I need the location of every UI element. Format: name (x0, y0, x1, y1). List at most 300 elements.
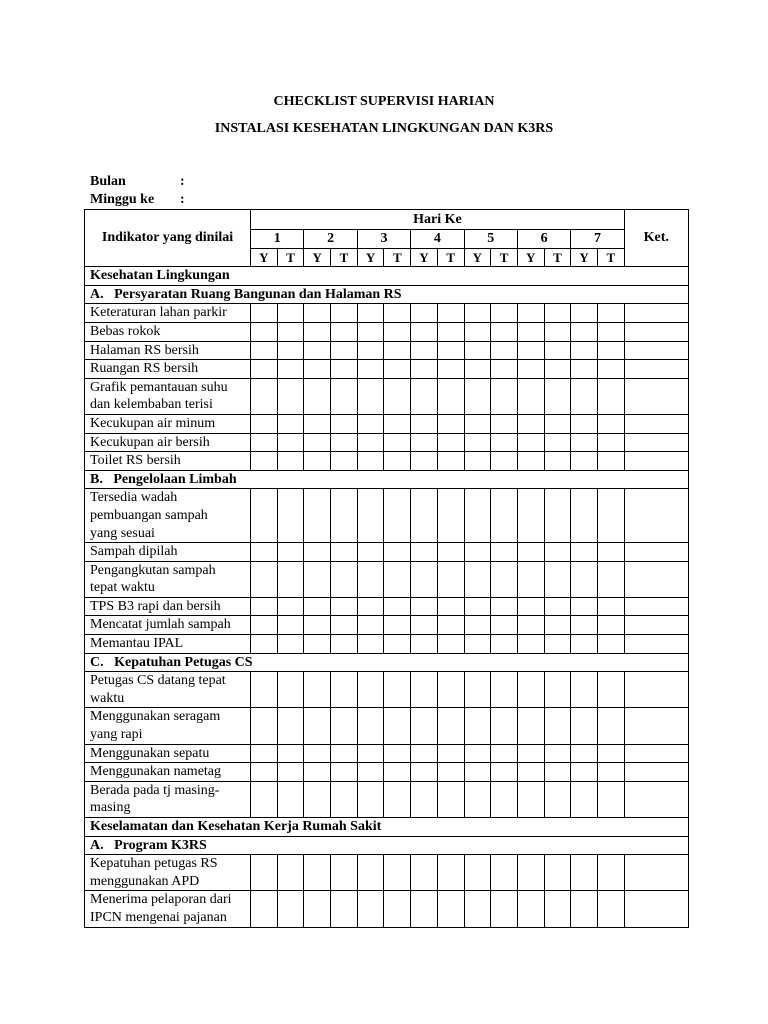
check-cell[interactable] (491, 433, 518, 452)
check-cell[interactable] (437, 452, 464, 471)
check-cell[interactable] (571, 304, 598, 323)
check-cell[interactable] (331, 561, 358, 597)
ket-cell[interactable] (624, 360, 688, 379)
check-cell[interactable] (464, 708, 491, 744)
check-cell[interactable] (597, 341, 624, 360)
check-cell[interactable] (464, 414, 491, 433)
check-cell[interactable] (517, 452, 544, 471)
check-cell[interactable] (251, 781, 278, 817)
check-cell[interactable] (384, 855, 411, 891)
check-cell[interactable] (517, 304, 544, 323)
check-cell[interactable] (464, 561, 491, 597)
check-cell[interactable] (597, 855, 624, 891)
check-cell[interactable] (597, 360, 624, 379)
check-cell[interactable] (464, 855, 491, 891)
check-cell[interactable] (331, 543, 358, 562)
check-cell[interactable] (464, 433, 491, 452)
check-cell[interactable] (544, 341, 571, 360)
check-cell[interactable] (544, 763, 571, 782)
check-cell[interactable] (277, 672, 304, 708)
check-cell[interactable] (544, 489, 571, 543)
check-cell[interactable] (277, 561, 304, 597)
ket-cell[interactable] (624, 378, 688, 414)
check-cell[interactable] (384, 452, 411, 471)
check-cell[interactable] (331, 360, 358, 379)
check-cell[interactable] (331, 855, 358, 891)
check-cell[interactable] (304, 341, 331, 360)
check-cell[interactable] (544, 543, 571, 562)
check-cell[interactable] (491, 708, 518, 744)
check-cell[interactable] (384, 781, 411, 817)
check-cell[interactable] (437, 304, 464, 323)
check-cell[interactable] (304, 360, 331, 379)
check-cell[interactable] (464, 322, 491, 341)
check-cell[interactable] (491, 891, 518, 927)
check-cell[interactable] (411, 543, 438, 562)
check-cell[interactable] (304, 489, 331, 543)
check-cell[interactable] (517, 378, 544, 414)
check-cell[interactable] (411, 781, 438, 817)
check-cell[interactable] (411, 708, 438, 744)
check-cell[interactable] (464, 597, 491, 616)
check-cell[interactable] (277, 378, 304, 414)
check-cell[interactable] (464, 452, 491, 471)
check-cell[interactable] (437, 635, 464, 654)
ket-cell[interactable] (624, 489, 688, 543)
check-cell[interactable] (331, 781, 358, 817)
check-cell[interactable] (411, 489, 438, 543)
check-cell[interactable] (491, 304, 518, 323)
check-cell[interactable] (277, 341, 304, 360)
check-cell[interactable] (331, 452, 358, 471)
check-cell[interactable] (491, 781, 518, 817)
check-cell[interactable] (491, 414, 518, 433)
ket-cell[interactable] (624, 763, 688, 782)
check-cell[interactable] (331, 322, 358, 341)
check-cell[interactable] (357, 489, 384, 543)
check-cell[interactable] (437, 763, 464, 782)
check-cell[interactable] (464, 543, 491, 562)
check-cell[interactable] (384, 616, 411, 635)
check-cell[interactable] (277, 433, 304, 452)
check-cell[interactable] (251, 543, 278, 562)
check-cell[interactable] (517, 489, 544, 543)
check-cell[interactable] (411, 304, 438, 323)
check-cell[interactable] (331, 433, 358, 452)
check-cell[interactable] (277, 304, 304, 323)
check-cell[interactable] (544, 708, 571, 744)
check-cell[interactable] (437, 489, 464, 543)
ket-cell[interactable] (624, 672, 688, 708)
check-cell[interactable] (517, 744, 544, 763)
check-cell[interactable] (544, 672, 571, 708)
check-cell[interactable] (437, 855, 464, 891)
check-cell[interactable] (437, 781, 464, 817)
check-cell[interactable] (357, 635, 384, 654)
check-cell[interactable] (597, 322, 624, 341)
check-cell[interactable] (597, 708, 624, 744)
check-cell[interactable] (384, 322, 411, 341)
check-cell[interactable] (411, 433, 438, 452)
check-cell[interactable] (464, 672, 491, 708)
ket-cell[interactable] (624, 891, 688, 927)
check-cell[interactable] (544, 433, 571, 452)
check-cell[interactable] (571, 744, 598, 763)
check-cell[interactable] (384, 708, 411, 744)
ket-cell[interactable] (624, 433, 688, 452)
check-cell[interactable] (277, 414, 304, 433)
check-cell[interactable] (251, 452, 278, 471)
check-cell[interactable] (411, 561, 438, 597)
check-cell[interactable] (464, 891, 491, 927)
check-cell[interactable] (491, 672, 518, 708)
check-cell[interactable] (597, 763, 624, 782)
check-cell[interactable] (304, 635, 331, 654)
check-cell[interactable] (357, 672, 384, 708)
check-cell[interactable] (544, 635, 571, 654)
check-cell[interactable] (331, 341, 358, 360)
check-cell[interactable] (331, 672, 358, 708)
check-cell[interactable] (304, 304, 331, 323)
check-cell[interactable] (304, 378, 331, 414)
check-cell[interactable] (251, 616, 278, 635)
check-cell[interactable] (357, 304, 384, 323)
check-cell[interactable] (544, 452, 571, 471)
check-cell[interactable] (384, 561, 411, 597)
check-cell[interactable] (304, 543, 331, 562)
check-cell[interactable] (544, 378, 571, 414)
check-cell[interactable] (544, 322, 571, 341)
check-cell[interactable] (544, 781, 571, 817)
check-cell[interactable] (384, 489, 411, 543)
check-cell[interactable] (597, 378, 624, 414)
check-cell[interactable] (571, 433, 598, 452)
check-cell[interactable] (517, 414, 544, 433)
check-cell[interactable] (597, 561, 624, 597)
check-cell[interactable] (464, 781, 491, 817)
check-cell[interactable] (571, 489, 598, 543)
check-cell[interactable] (597, 891, 624, 927)
check-cell[interactable] (357, 781, 384, 817)
check-cell[interactable] (571, 635, 598, 654)
check-cell[interactable] (304, 433, 331, 452)
check-cell[interactable] (491, 452, 518, 471)
check-cell[interactable] (277, 597, 304, 616)
check-cell[interactable] (357, 763, 384, 782)
check-cell[interactable] (411, 891, 438, 927)
check-cell[interactable] (491, 561, 518, 597)
check-cell[interactable] (571, 708, 598, 744)
check-cell[interactable] (437, 433, 464, 452)
check-cell[interactable] (251, 322, 278, 341)
check-cell[interactable] (571, 341, 598, 360)
check-cell[interactable] (491, 543, 518, 562)
ket-cell[interactable] (624, 561, 688, 597)
check-cell[interactable] (544, 561, 571, 597)
check-cell[interactable] (331, 616, 358, 635)
check-cell[interactable] (357, 322, 384, 341)
check-cell[interactable] (384, 433, 411, 452)
check-cell[interactable] (411, 672, 438, 708)
check-cell[interactable] (597, 543, 624, 562)
check-cell[interactable] (251, 744, 278, 763)
ket-cell[interactable] (624, 304, 688, 323)
check-cell[interactable] (464, 744, 491, 763)
check-cell[interactable] (491, 489, 518, 543)
check-cell[interactable] (597, 744, 624, 763)
check-cell[interactable] (251, 763, 278, 782)
check-cell[interactable] (437, 672, 464, 708)
check-cell[interactable] (597, 672, 624, 708)
check-cell[interactable] (597, 489, 624, 543)
check-cell[interactable] (437, 341, 464, 360)
check-cell[interactable] (277, 763, 304, 782)
check-cell[interactable] (571, 672, 598, 708)
check-cell[interactable] (251, 597, 278, 616)
check-cell[interactable] (517, 322, 544, 341)
check-cell[interactable] (571, 322, 598, 341)
check-cell[interactable] (251, 561, 278, 597)
check-cell[interactable] (277, 360, 304, 379)
check-cell[interactable] (437, 322, 464, 341)
check-cell[interactable] (437, 744, 464, 763)
check-cell[interactable] (384, 341, 411, 360)
check-cell[interactable] (411, 378, 438, 414)
check-cell[interactable] (304, 708, 331, 744)
check-cell[interactable] (384, 672, 411, 708)
check-cell[interactable] (437, 708, 464, 744)
check-cell[interactable] (437, 597, 464, 616)
check-cell[interactable] (411, 414, 438, 433)
check-cell[interactable] (544, 744, 571, 763)
check-cell[interactable] (331, 489, 358, 543)
check-cell[interactable] (517, 781, 544, 817)
check-cell[interactable] (411, 597, 438, 616)
ket-cell[interactable] (624, 322, 688, 341)
check-cell[interactable] (331, 378, 358, 414)
check-cell[interactable] (517, 891, 544, 927)
check-cell[interactable] (304, 561, 331, 597)
check-cell[interactable] (357, 597, 384, 616)
check-cell[interactable] (331, 744, 358, 763)
check-cell[interactable] (251, 635, 278, 654)
check-cell[interactable] (251, 672, 278, 708)
check-cell[interactable] (517, 672, 544, 708)
check-cell[interactable] (251, 708, 278, 744)
check-cell[interactable] (384, 414, 411, 433)
check-cell[interactable] (571, 561, 598, 597)
check-cell[interactable] (464, 616, 491, 635)
check-cell[interactable] (411, 855, 438, 891)
check-cell[interactable] (464, 341, 491, 360)
check-cell[interactable] (517, 360, 544, 379)
check-cell[interactable] (517, 855, 544, 891)
check-cell[interactable] (517, 708, 544, 744)
check-cell[interactable] (304, 855, 331, 891)
check-cell[interactable] (544, 597, 571, 616)
ket-cell[interactable] (624, 635, 688, 654)
check-cell[interactable] (304, 891, 331, 927)
ket-cell[interactable] (624, 597, 688, 616)
check-cell[interactable] (304, 452, 331, 471)
check-cell[interactable] (384, 360, 411, 379)
check-cell[interactable] (517, 597, 544, 616)
check-cell[interactable] (331, 304, 358, 323)
check-cell[interactable] (411, 635, 438, 654)
check-cell[interactable] (571, 855, 598, 891)
check-cell[interactable] (571, 543, 598, 562)
check-cell[interactable] (411, 360, 438, 379)
check-cell[interactable] (277, 489, 304, 543)
check-cell[interactable] (384, 304, 411, 323)
check-cell[interactable] (304, 414, 331, 433)
check-cell[interactable] (357, 414, 384, 433)
check-cell[interactable] (304, 744, 331, 763)
check-cell[interactable] (491, 744, 518, 763)
check-cell[interactable] (597, 597, 624, 616)
check-cell[interactable] (251, 341, 278, 360)
check-cell[interactable] (411, 763, 438, 782)
check-cell[interactable] (544, 891, 571, 927)
check-cell[interactable] (437, 543, 464, 562)
check-cell[interactable] (491, 341, 518, 360)
check-cell[interactable] (357, 708, 384, 744)
check-cell[interactable] (304, 322, 331, 341)
check-cell[interactable] (571, 781, 598, 817)
check-cell[interactable] (411, 322, 438, 341)
check-cell[interactable] (437, 414, 464, 433)
check-cell[interactable] (277, 322, 304, 341)
check-cell[interactable] (384, 891, 411, 927)
check-cell[interactable] (571, 891, 598, 927)
check-cell[interactable] (544, 616, 571, 635)
check-cell[interactable] (357, 616, 384, 635)
check-cell[interactable] (251, 414, 278, 433)
check-cell[interactable] (357, 433, 384, 452)
check-cell[interactable] (437, 616, 464, 635)
check-cell[interactable] (571, 616, 598, 635)
check-cell[interactable] (357, 360, 384, 379)
check-cell[interactable] (357, 891, 384, 927)
check-cell[interactable] (357, 561, 384, 597)
check-cell[interactable] (331, 708, 358, 744)
ket-cell[interactable] (624, 414, 688, 433)
check-cell[interactable] (357, 452, 384, 471)
check-cell[interactable] (437, 360, 464, 379)
check-cell[interactable] (384, 378, 411, 414)
check-cell[interactable] (384, 744, 411, 763)
check-cell[interactable] (491, 763, 518, 782)
check-cell[interactable] (491, 616, 518, 635)
check-cell[interactable] (597, 433, 624, 452)
check-cell[interactable] (384, 763, 411, 782)
check-cell[interactable] (491, 635, 518, 654)
check-cell[interactable] (357, 341, 384, 360)
check-cell[interactable] (597, 781, 624, 817)
check-cell[interactable] (517, 561, 544, 597)
check-cell[interactable] (517, 763, 544, 782)
check-cell[interactable] (411, 452, 438, 471)
check-cell[interactable] (464, 360, 491, 379)
check-cell[interactable] (464, 304, 491, 323)
check-cell[interactable] (277, 543, 304, 562)
check-cell[interactable] (251, 433, 278, 452)
check-cell[interactable] (544, 414, 571, 433)
check-cell[interactable] (571, 452, 598, 471)
check-cell[interactable] (517, 341, 544, 360)
check-cell[interactable] (437, 561, 464, 597)
check-cell[interactable] (517, 433, 544, 452)
check-cell[interactable] (597, 616, 624, 635)
check-cell[interactable] (517, 543, 544, 562)
check-cell[interactable] (251, 360, 278, 379)
ket-cell[interactable] (624, 855, 688, 891)
check-cell[interactable] (464, 763, 491, 782)
check-cell[interactable] (384, 597, 411, 616)
check-cell[interactable] (304, 597, 331, 616)
check-cell[interactable] (464, 635, 491, 654)
check-cell[interactable] (491, 855, 518, 891)
check-cell[interactable] (277, 855, 304, 891)
check-cell[interactable] (517, 616, 544, 635)
check-cell[interactable] (597, 635, 624, 654)
check-cell[interactable] (357, 744, 384, 763)
check-cell[interactable] (277, 635, 304, 654)
check-cell[interactable] (331, 635, 358, 654)
check-cell[interactable] (411, 744, 438, 763)
ket-cell[interactable] (624, 341, 688, 360)
check-cell[interactable] (384, 543, 411, 562)
check-cell[interactable] (464, 489, 491, 543)
check-cell[interactable] (464, 378, 491, 414)
check-cell[interactable] (571, 763, 598, 782)
check-cell[interactable] (331, 891, 358, 927)
check-cell[interactable] (544, 855, 571, 891)
check-cell[interactable] (571, 360, 598, 379)
check-cell[interactable] (331, 763, 358, 782)
check-cell[interactable] (597, 452, 624, 471)
ket-cell[interactable] (624, 452, 688, 471)
ket-cell[interactable] (624, 616, 688, 635)
check-cell[interactable] (277, 708, 304, 744)
check-cell[interactable] (544, 360, 571, 379)
check-cell[interactable] (357, 543, 384, 562)
ket-cell[interactable] (624, 781, 688, 817)
check-cell[interactable] (437, 891, 464, 927)
check-cell[interactable] (251, 304, 278, 323)
check-cell[interactable] (384, 635, 411, 654)
check-cell[interactable] (544, 304, 571, 323)
check-cell[interactable] (597, 414, 624, 433)
check-cell[interactable] (411, 616, 438, 635)
check-cell[interactable] (517, 635, 544, 654)
check-cell[interactable] (411, 341, 438, 360)
check-cell[interactable] (277, 616, 304, 635)
check-cell[interactable] (251, 855, 278, 891)
check-cell[interactable] (437, 378, 464, 414)
check-cell[interactable] (571, 597, 598, 616)
check-cell[interactable] (251, 891, 278, 927)
check-cell[interactable] (491, 360, 518, 379)
check-cell[interactable] (304, 616, 331, 635)
check-cell[interactable] (491, 322, 518, 341)
ket-cell[interactable] (624, 543, 688, 562)
check-cell[interactable] (331, 414, 358, 433)
check-cell[interactable] (277, 781, 304, 817)
check-cell[interactable] (251, 378, 278, 414)
ket-cell[interactable] (624, 744, 688, 763)
check-cell[interactable] (304, 781, 331, 817)
